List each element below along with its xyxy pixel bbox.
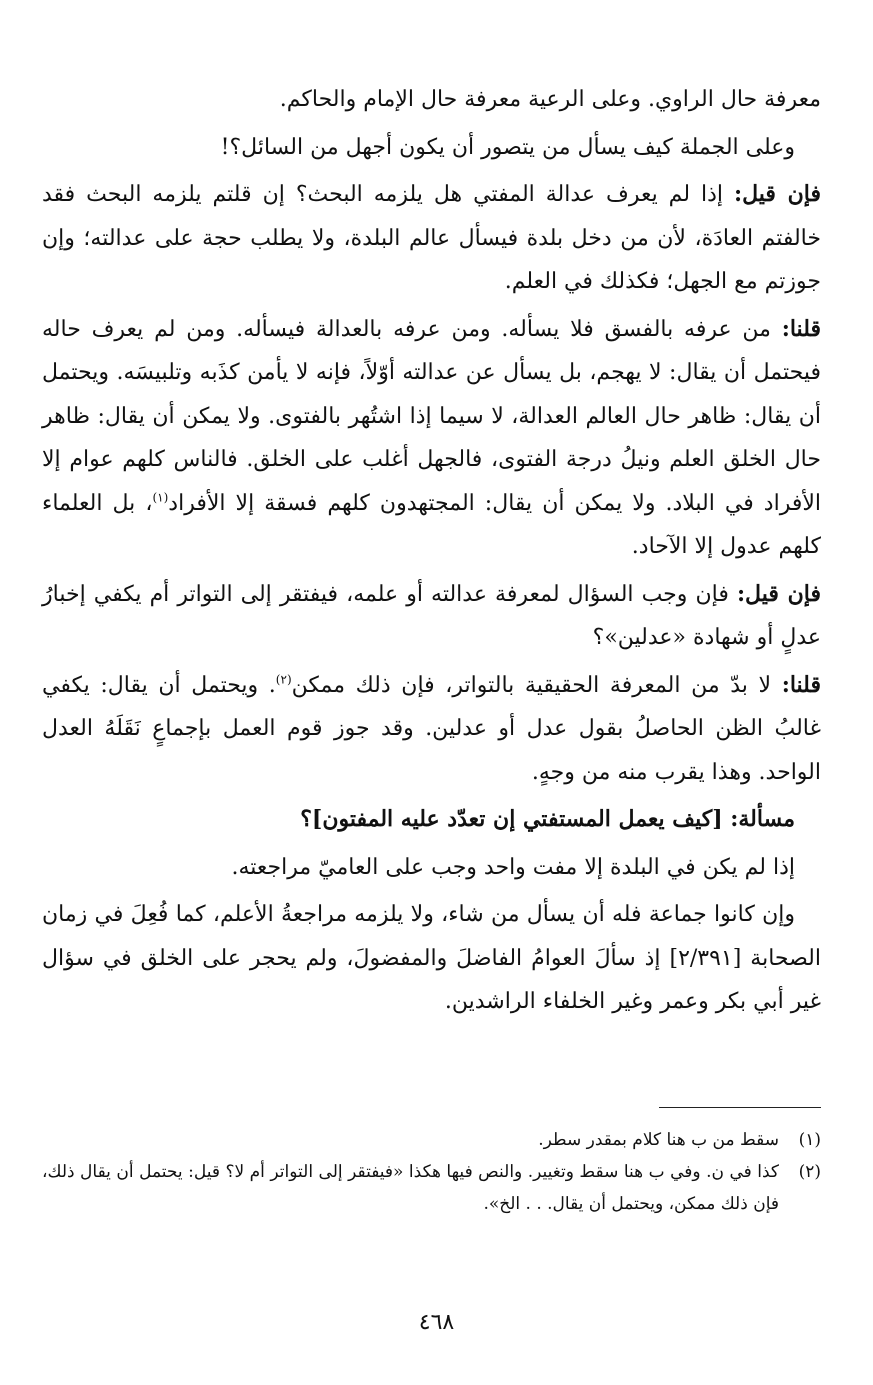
paragraph-text: إذا لم يكن في البلدة إلا مفت واحد وجب على العاميّ مراجعته.: [231, 854, 795, 880]
paragraph-8: [42, 893, 821, 1024]
paragraph-lead: فإن قيل:: [734, 181, 821, 207]
main-text: [42, 78, 821, 1028]
paragraph-text: وإن كانوا جماعة فله أن يسأل من شاء، ولا يلزمه مراجعةُ الأعلم، كما فُعِلَ في زمان الصحابة [٢/٣٩١] إذ سألَ العوامُ الفاضلَ والمفضولَ، ولم يحجر على الخلق في سؤال غير أبي بكر وعمر وغير الخلفاء الراشدين.: [42, 902, 821, 1014]
paragraph-text: لا بدّ من المعرفة الحقيقية بالتواتر، فإن ذلك ممكن: [291, 672, 782, 698]
paragraph-4: [42, 308, 821, 569]
paragraph-5: [42, 573, 821, 660]
footnote-ref-2: (٢): [275, 672, 292, 687]
footnote-divider: [659, 1107, 821, 1108]
paragraph-text: فإن وجب السؤال لمعرفة عدالته أو علمه، فيفتقر إلى التواتر أم يكفي إخبارُ عدلٍ أو شهادة «عدلين»؟: [42, 581, 821, 650]
paragraph-2: [42, 126, 821, 170]
paragraph-text-after: . ويحتمل أن يقال: يكفي غالبُ الظن الحاصلُ بقول عدل أو عدلين. وقد جوز قوم العمل بإجماعٍ نَقَلَهُ العدل الواحد. وهذا يقرب منه من وجهٍ.: [42, 672, 821, 785]
paragraph-text: إذا لم يعرف عدالة المفتي هل يلزمه البحث؟ إن قلتم يلزمه البحث فقد خالفتم العادَة، لأن من دخل بلدة فيسأل عالم البلدة، ولا يطلب حجة على عدالته؛ وإن جوزتم مع الجهل؛ فكذلك في العلم.: [42, 182, 821, 294]
footnote-2: [42, 1156, 821, 1220]
footnote-number: (١): [798, 1130, 821, 1150]
paragraph-text: من عرفه بالفسق فلا يسأله. ومن عرفه بالعدالة فيسأله. ومن لم يعرف حاله فيحتمل أن يقال: لا يهجم، بل يسأل عن عدالته أوّلاً، فإنه لا يأمن كذَبه وتلبيسَه. ويحتمل أن يقال: ظاهر حال العالم العدالة، لا سيما إذا اشتُهر بالفتوى. ولا يمكن أن يقال: ظاهر حال الخلق العلم ونيلُ درجة الفتوى، فالجهل أغلب على الخلق. فالناس كلهم عوام إلا الأفراد في البلاد. ولا يمكن أن يقال: المجتهدون كلهم فسقة إلا الأفراد: [42, 316, 822, 516]
paragraph-lead: قلنا:: [781, 671, 821, 698]
paragraph-text-after: ، بل العلماء كلهم عدول إلا الآحاد.: [42, 490, 821, 559]
paragraph-lead: فإن قيل:: [736, 580, 821, 607]
footnote-number: (٢): [798, 1162, 821, 1182]
section-title: مسألة: [كيف يعمل المستفتي إن تعدّد عليه المفتون]؟: [300, 806, 795, 832]
footnotes: [42, 1124, 821, 1220]
paragraph-1: [42, 78, 821, 122]
paragraph-6: [42, 664, 821, 795]
section-heading: [42, 798, 821, 842]
footnote-text: كذا في ن. وفي ب هنا سقط وتغيير. والنص فيها هكذا «فيفتقر إلى التواتر أم لا؟ قيل: يحتمل أن يقال ذلك، فإن ذلك ممكن، ويحتمل أن يقال. . . الخ».: [42, 1162, 779, 1214]
paragraph-text: وعلى الجملة كيف يسأل من يتصور أن يكون أجهل من السائل؟!: [220, 134, 795, 160]
paragraph-3: [42, 173, 821, 304]
footnote-ref-1: (١): [152, 490, 169, 505]
paragraph-lead: قلنا:: [781, 315, 821, 342]
page-number: ٤٦٨: [418, 1310, 455, 1335]
paragraph-text: معرفة حال الراوي. وعلى الرعية معرفة حال الإمام والحاكم.: [279, 87, 821, 112]
paragraph-7: [42, 846, 821, 890]
footnote-1: [42, 1124, 821, 1156]
footnote-text: سقط من ب هنا كلام بمقدر سطر.: [538, 1130, 779, 1150]
